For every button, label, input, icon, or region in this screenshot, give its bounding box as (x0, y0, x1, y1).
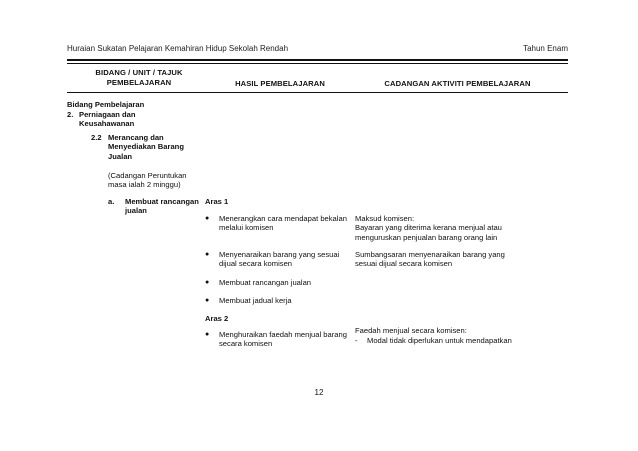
aktiviti-sub-item: Modal tidak diperlukan untuk mendapatkan (367, 336, 512, 345)
aktiviti-sub-dash: - (355, 336, 358, 345)
aras-1-heading: Aras 1 (205, 197, 229, 206)
column-header-aktiviti: CADANGAN AKTIVITI PEMBELAJARAN (384, 79, 531, 88)
bidang-title: Perniagaan dan Keusahawanan (79, 110, 136, 129)
topic-letter: a. (108, 197, 115, 206)
unit-title: Merancang dan Menyediakan Barang Jualan (108, 133, 184, 161)
hasil-item: Menerangkan cara mendapat bekalan melalui komisen (219, 214, 347, 233)
hasil-item: Membuat jadual kerja (219, 296, 292, 305)
hasil-item: Membuat rancangan jualan (219, 278, 312, 287)
hasil-item: Menghuraikan faedah menjual barang secara komisen (219, 330, 347, 349)
aktiviti-item: Maksud komisen: Bayaran yang diterima kerana menjual atau menguruskan penjualan barang orang lain (355, 214, 502, 242)
topic-title: Membuat rancangan jualan (125, 197, 199, 216)
bullet-icon: ● (205, 297, 210, 304)
bullet-icon: ● (205, 251, 210, 258)
aktiviti-item: Faedah menjual secara komisen: (355, 326, 467, 335)
table-top-border (67, 59, 568, 61)
running-header-title: Huraian Sukatan Pelajaran Kemahiran Hidup Sekolah Rendah (67, 44, 289, 53)
bullet-icon: ● (205, 215, 210, 222)
aktiviti-item: Sumbangsaran menyenaraikan barang yang sesuai dijual secara komisen (355, 250, 505, 269)
unit-number: 2.2 (91, 133, 102, 142)
page-number: 12 (314, 388, 324, 397)
aras-2-heading: Aras 2 (205, 314, 229, 323)
bidang-heading: Bidang Pembelajaran (67, 100, 145, 109)
bullet-icon: ● (205, 331, 210, 338)
bidang-number: 2. (67, 110, 74, 119)
table-top-border-inner (67, 63, 568, 64)
bullet-icon: ● (205, 279, 210, 286)
table-header-separator (67, 92, 568, 93)
time-allocation-note: (Cadangan Peruntukan masa ialah 2 minggu) (108, 171, 187, 190)
column-header-bidang: BIDANG / UNIT / TAJUK PEMBELAJARAN (95, 68, 183, 87)
running-header-year: Tahun Enam (523, 44, 568, 53)
hasil-item: Menyenaraikan barang yang sesuai dijual secara komisen (219, 250, 340, 269)
column-header-hasil: HASIL PEMBELAJARAN (235, 79, 325, 88)
